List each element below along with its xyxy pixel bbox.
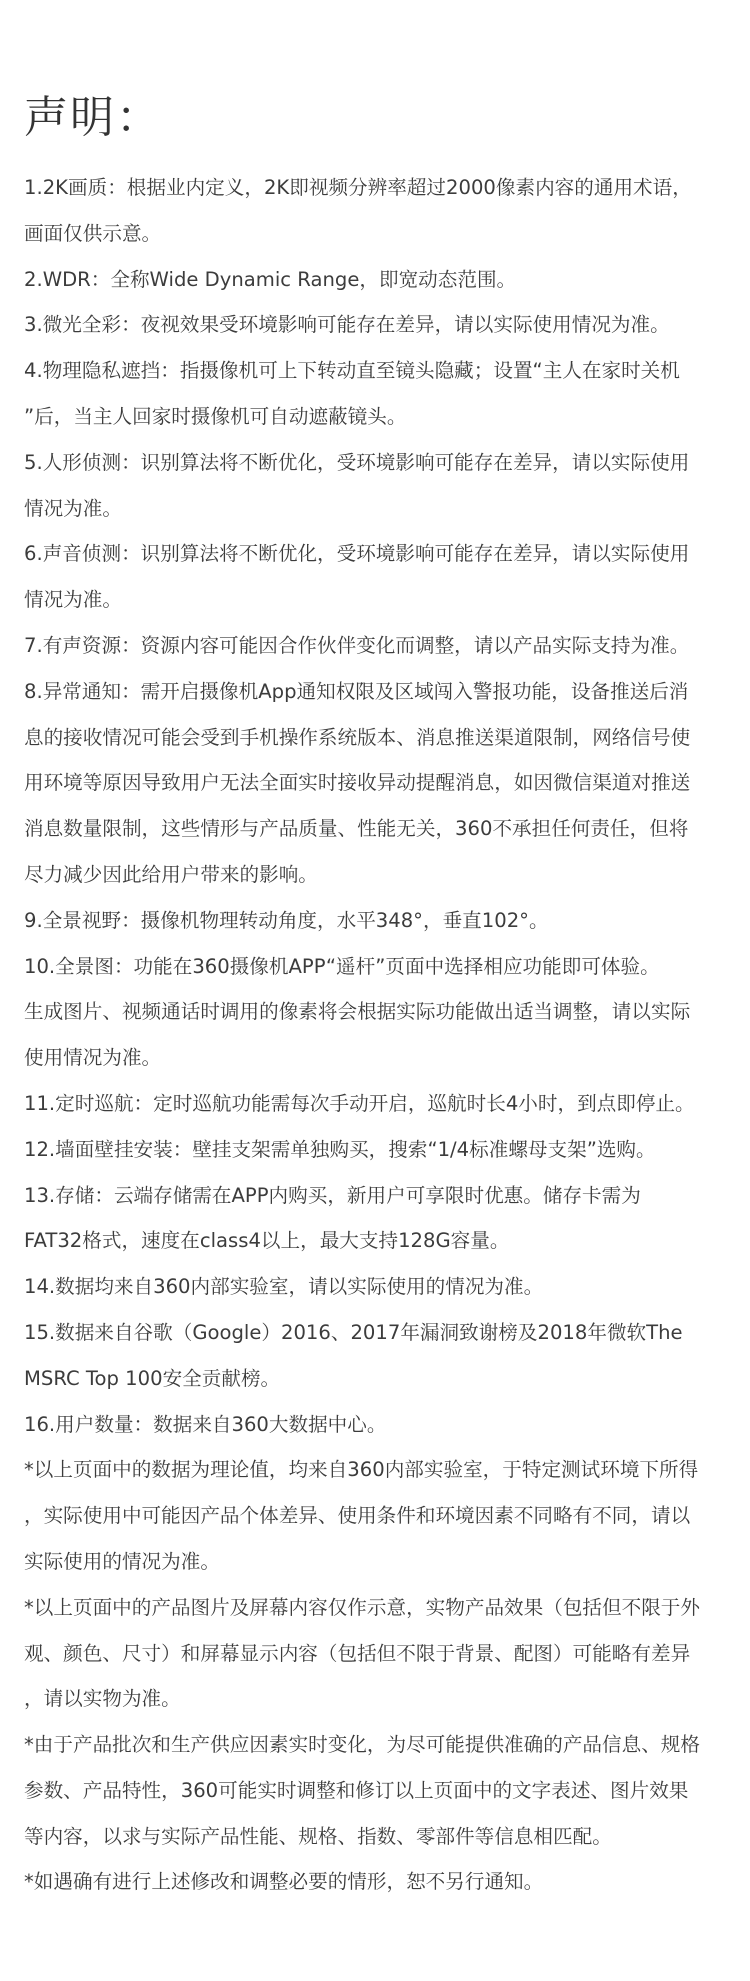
disclaimer-line: 息的接收情况可能会受到手机操作系统版本、消息推送渠道限制，网络信号使 [24,725,691,749]
disclaimer-line: MSRC Top 100安全贡献榜。 [24,1366,281,1390]
disclaimer-line: ，请以实物为准。 [24,1687,181,1711]
disclaimer-line: 尽力减少因此给用户带来的影响。 [24,862,318,886]
disclaimer-line: ，实际使用中可能因产品个体差异、使用条件和环境因素不同略有不同，请以 [24,1504,691,1528]
disclaimer-line: 3.微光全彩：夜视效果受环境影响可能存在差异，请以实际使用情况为准。 [24,313,670,337]
disclaimer-line: 参数、产品特性，360可能实时调整和修订以上页面中的文字表述、图片效果 [24,1778,689,1802]
disclaimer-line: 10.全景图：功能在360摄像机APP“遥杆”页面中选择相应功能即可体验。 [24,954,660,978]
disclaimer-line: ”后，当主人回家时摄像机可自动遮蔽镜头。 [24,404,407,428]
disclaimer-line: 2.WDR：全称Wide Dynamic Range，即宽动态范围。 [24,267,517,291]
disclaimer-line: 14.数据均来自360内部实验室，请以实际使用的情况为准。 [24,1275,544,1299]
disclaimer-line: 用环境等原因导致用户无法全面实时接收异动提醒消息，如因微信渠道对推送 [24,771,691,795]
page-title: 声明： [24,92,162,143]
disclaimer-line: 5.人形侦测：识别算法将不断优化，受环境影响可能存在差异，请以实际使用 [24,450,690,474]
disclaimer-line: 实际使用的情况为准。 [24,1549,220,1573]
disclaimer-line: 15.数据来自谷歌（Google）2016、2017年漏洞致谢榜及2018年微软The [24,1320,683,1344]
disclaimer-line: 画面仅供示意。 [24,221,162,245]
disclaimer-line: 观、颜色、尺寸）和屏幕显示内容（包括但不限于背景、配图）可能略有差异 [24,1641,691,1665]
disclaimer-line: FAT32格式，速度在class4以上，最大支持128G容量。 [24,1229,510,1253]
disclaimer-line: 8.异常通知：需开启摄像机App通知权限及区域闯入警报功能，设备推送后消 [24,679,689,703]
disclaimer-line: *以上页面中的产品图片及屏幕内容仅作示意，实物产品效果（包括但不限于外 [24,1595,700,1619]
disclaimer-line: 消息数量限制，这些情形与产品质量、性能无关，360不承担任何责任，但将 [24,817,689,841]
disclaimer-line: *如遇确有进行上述修改和调整必要的情形，恕不另行通知。 [24,1870,544,1894]
disclaimer-line: 生成图片、视频通话时调用的像素将会根据实际功能做出适当调整，请以实际 [24,1000,691,1024]
disclaimer-line: 情况为准。 [24,496,122,520]
disclaimer-line: 11.定时巡航：定时巡航功能需每次手动开启，巡航时长4小时，到点即停止。 [24,1091,695,1115]
disclaimer-line: 13.存储：云端存储需在APP内购买，新用户可享限时优惠。储存卡需为 [24,1183,641,1207]
disclaimer-line: 6.声音侦测：识别算法将不断优化，受环境影响可能存在差异，请以实际使用 [24,542,690,566]
disclaimer-line: 12.墙面壁挂安装：壁挂支架需单独购买，搜索“1/4标准螺母支架”选购。 [24,1137,656,1161]
disclaimer-line: 16.用户数量：数据来自360大数据中心。 [24,1412,387,1436]
disclaimer-line: 9.全景视野：摄像机物理转动角度，水平348°，垂直102°。 [24,908,549,932]
disclaimer-line: *以上页面中的数据为理论值，均来自360内部实验室，于特定测试环境下所得 [24,1458,699,1482]
disclaimer-line: 情况为准。 [24,588,122,612]
disclaimer-line: *由于产品批次和生产供应因素实时变化，为尽可能提供准确的产品信息、规格 [24,1733,700,1757]
disclaimer-notes [24,165,728,1905]
disclaimer-line: 1.2K画质：根据业内定义，2K即视频分辨率超过2000像素内容的通用术语， [24,176,692,199]
disclaimer-line: 使用情况为准。 [24,1046,162,1070]
disclaimer-line: 7.有声资源：资源内容可能因合作伙伴变化而调整，请以产品实际支持为准。 [24,633,690,657]
disclaimer-line: 4.物理隐私遮挡：指摄像机可上下转动直至镜头隐藏；设置“主人在家时关机 [24,359,680,383]
disclaimer-line: 等内容，以求与实际产品性能、规格、指数、零部件等信息相匹配。 [24,1824,612,1848]
